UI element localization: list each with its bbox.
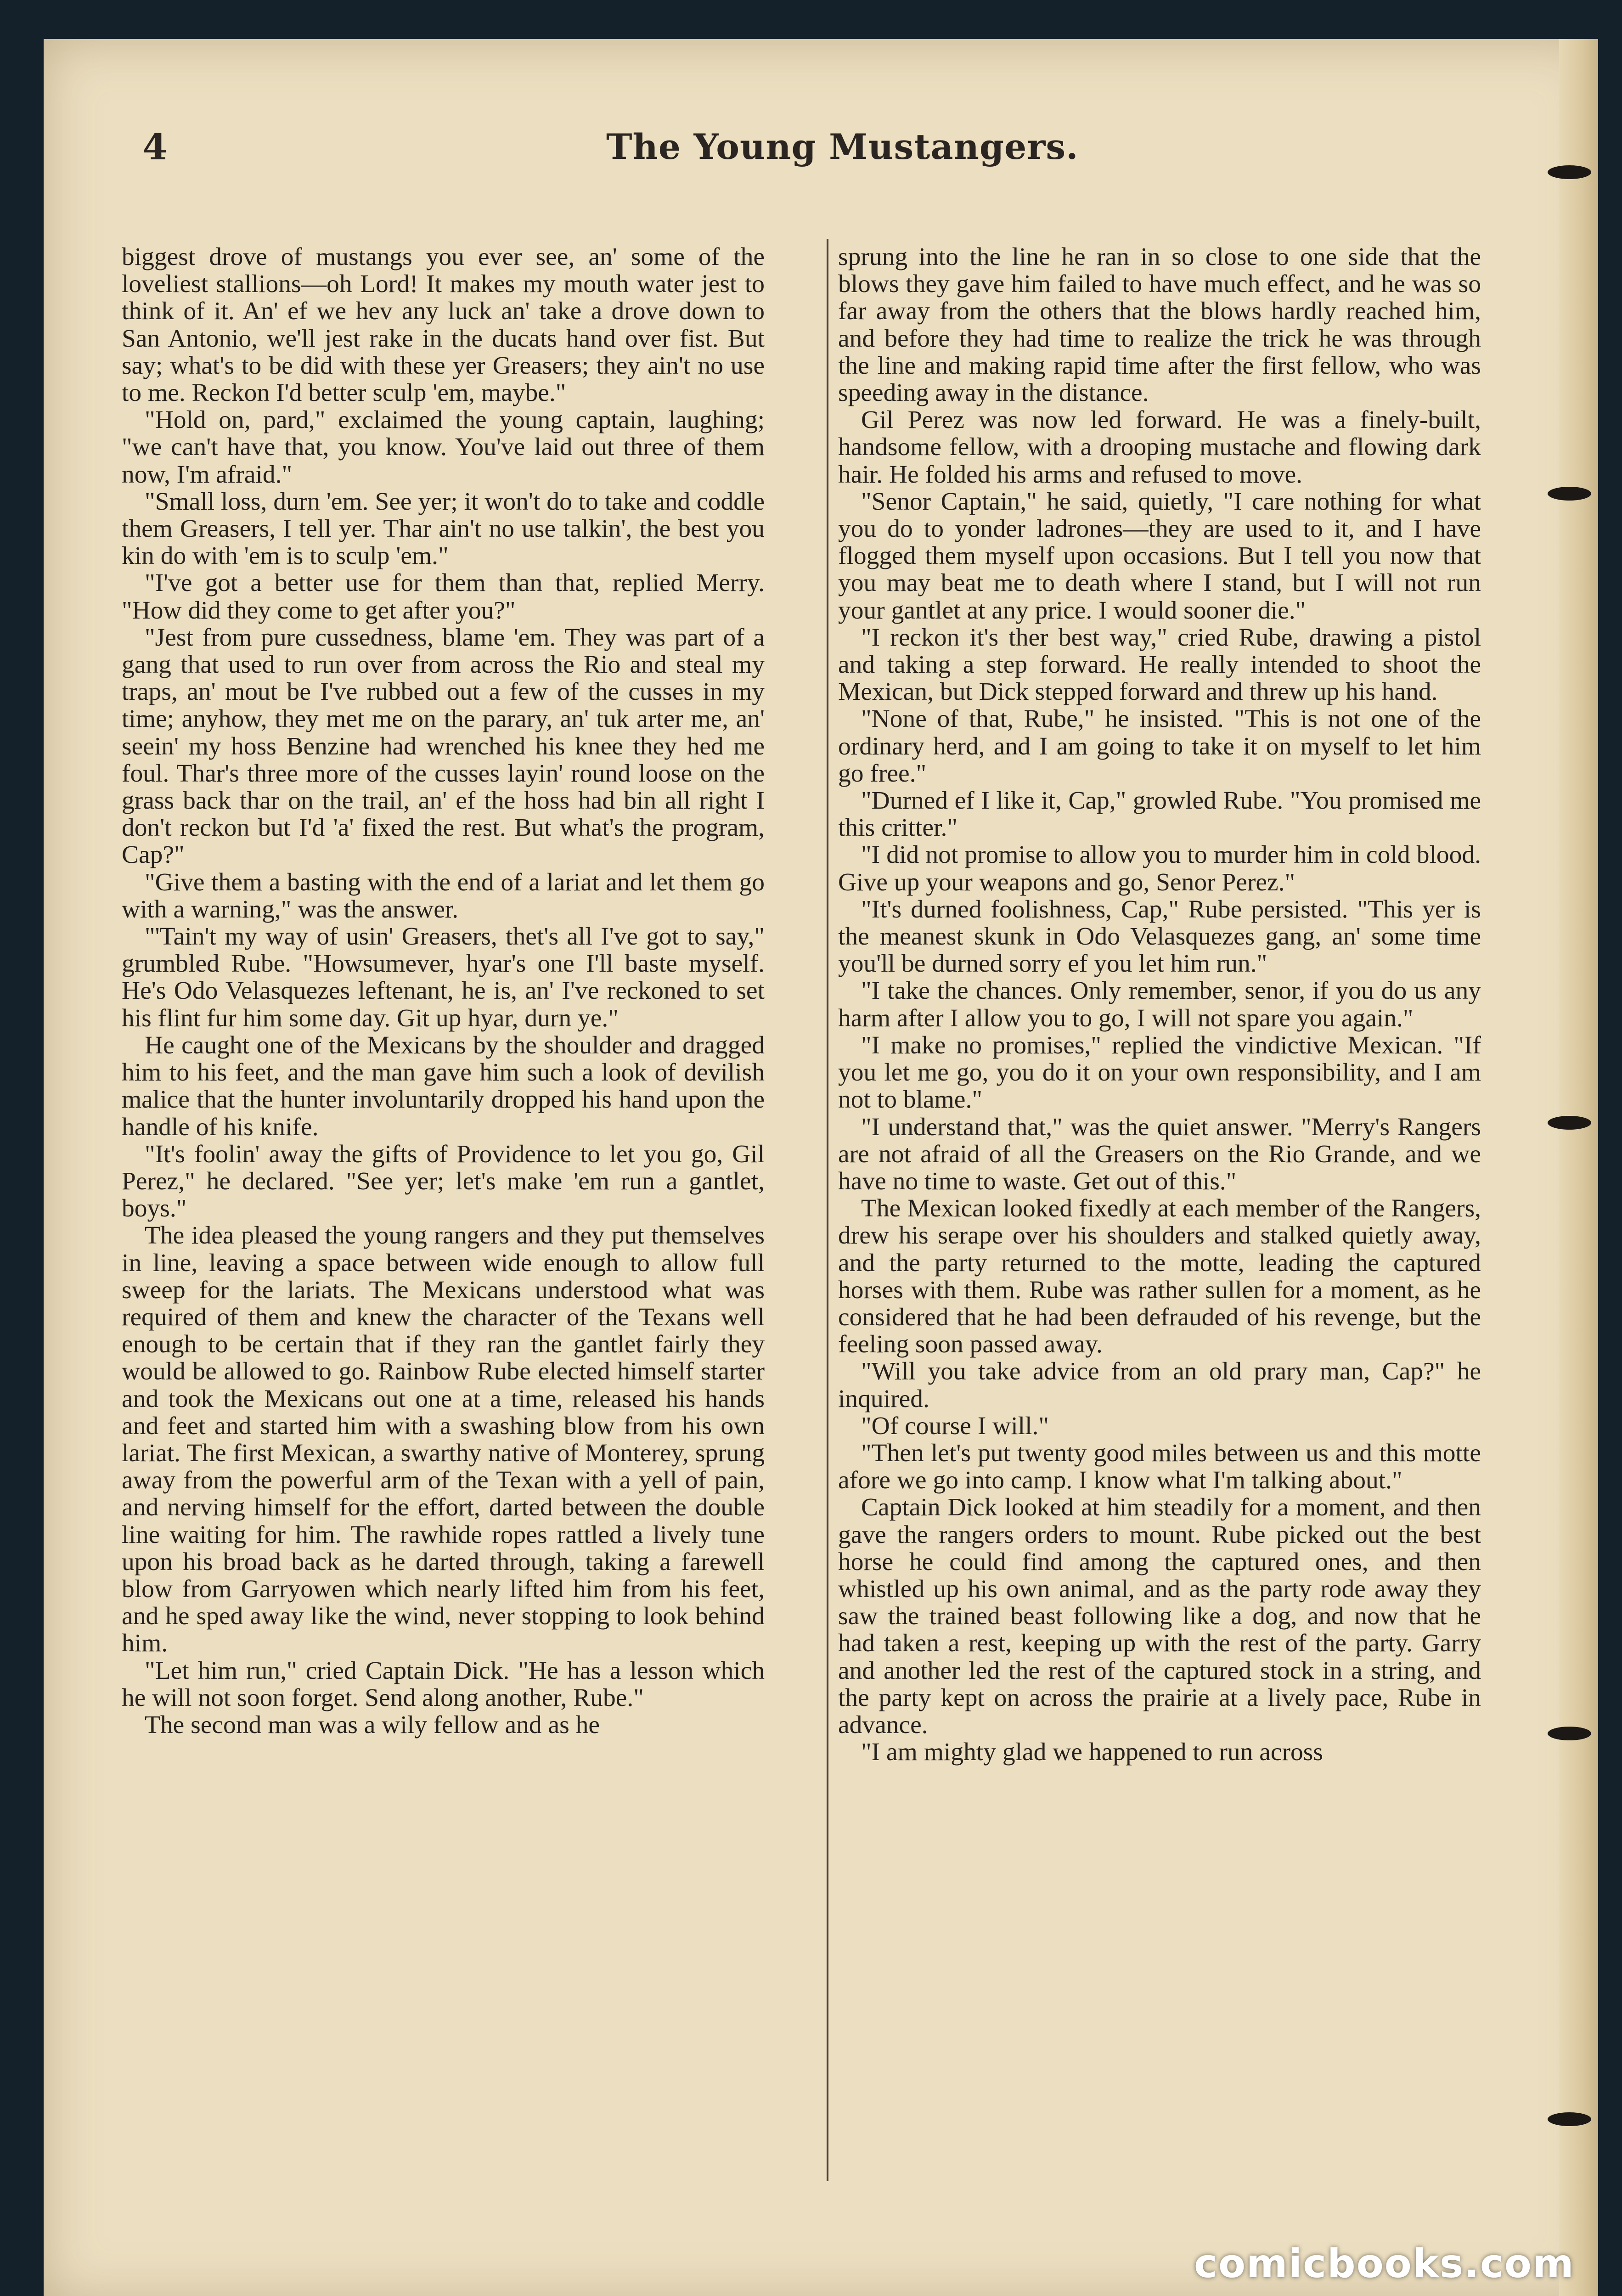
staple-mark (1548, 1727, 1591, 1740)
paragraph: "I take the chances. Only remember, senor, if you do us any harm after I allow you to go, I will not spare you again." (838, 977, 1481, 1032)
paragraph: The second man was a wily fellow and as he (145, 1711, 600, 1739)
staple-mark (1548, 165, 1591, 179)
paragraph: "Durned ef I like it, Cap," growled Rube. "You promised me this critter." (838, 787, 1481, 842)
paragraph: "It's durned foolishness, Cap," Rube persisted. "This yer is the meanest skunk in Odo Velasquezes gang, an' some time you'll be durned sorry ef you let him run." (838, 895, 1481, 978)
paragraph: "I did not promise to allow you to murder him in cold blood. Give up your weapons and go, Senor Perez." (838, 841, 1481, 896)
column-divider (827, 239, 828, 2181)
text-column-left (122, 243, 765, 2200)
page-spine-edge (1559, 39, 1598, 2296)
paragraph: "Let him run," cried Captain Dick. "He has a lesson which he will not soon forget. Send along another, Rube." (122, 1656, 765, 1712)
page-number: 4 (142, 126, 168, 168)
paragraph: "Hold on, pard," exclaimed the young captain, laughing; "we can't have that, you know. You've laid out three of them now, I'm afraid." (122, 406, 765, 489)
staple-mark (1548, 2112, 1591, 2126)
staple-mark (1548, 487, 1591, 501)
paragraph: "Will you take advice from an old prary man, Cap?" he inquired. (838, 1357, 1481, 1413)
paragraph: "Then let's put twenty good miles between us and this motte afore we go into camp. I know what I'm talking about." (838, 1439, 1481, 1495)
watermark-text: comicbooks.com (1194, 2241, 1575, 2287)
paragraph: Gil Perez was now led forward. He was a finely-built, handsome fellow, with a drooping mustache and flowing dark hair. He folded his arms and refused to move. (838, 406, 1481, 489)
paragraph: He caught one of the Mexicans by the shoulder and dragged him to his feet, and the man gave him such a look of devilish malice that the hunter involuntarily dropped his hand upon the handle of his knife. (122, 1031, 765, 1141)
paragraph: Captain Dick looked at him steadily for a moment, and then gave the rangers orders to mount. Rube picked out the best horse he could find among the captured ones, and then whistled up his own animal, and as the party rode away they saw the trained beast following like a dog, and now that he had taken a rest, keeping up with the rest of the party. Garry and another led the rest of the captured stock in a string, and the party kept on across the prairie at a lively pace, Rube in advance. (838, 1493, 1481, 1739)
staple-mark (1548, 1116, 1591, 1130)
paragraph: "I reckon it's ther best way," cried Rube, drawing a pistol and taking a step forward. He really intended to shoot the Mexican, but Dick stepped forward and threw up his hand. (838, 623, 1481, 706)
paragraph: The Mexican looked fixedly at each member of the Rangers, drew his serape over his shoulders and stalked quietly away, and the party returned to the motte, leading the captured horses with them. Rube was rather sullen for a moment, as he considered that he had been defrauded of his revenge, but the feeling soon passed away. (838, 1194, 1481, 1359)
paragraph: "Of course I will." (861, 1412, 1049, 1440)
text-column-right (838, 243, 1481, 2200)
paragraph: "It's foolin' away the gifts of Providence to let you go, Gil Perez," he declared. "See yer; let's make 'em run a gantlet, boys." (122, 1140, 765, 1223)
paragraph: "Small loss, durn 'em. See yer; it won't do to take and coddle them Greasers, I tell yer. Thar ain't no use talkin', the best you kin do with 'em is to sculp 'em." (122, 487, 765, 570)
paragraph: "'Tain't my way of usin' Greasers, thet's all I've got to say," grumbled Rube. "Howsumever, hyar's one I'll baste myself. He's Odo Velasquezes leftenant, he is, an' I've reckoned to set his flint fur him some day. Git up hyar, durn ye." (122, 923, 765, 1032)
paragraph: "Senor Captain," he said, quietly, "I care nothing for what you do to yonder ladrones—they are used to it, and I have flogged them myself upon occasions. But I tell you now that you may beat me to death where I stand, but I will not run your gantlet at any price. I would sooner die." (838, 487, 1481, 625)
paragraph: "Jest from pure cussedness, blame 'em. They was part of a gang that used to run over from across the Rio and steal my traps, an' mout be I've rubbed out a few of the cusses in my time; anyhow, they met me on the parary, an' tuk arter me, an' seein' my hoss Benzine had wrenched his knee they hed me foul. Thar's three more of the cusses layin' round loose on the grass back thar on the trail, an' ef the hoss had bin all right I don't reckon but I'd 'a' fixed the rest. But what's the program, Cap?" (122, 623, 765, 869)
paragraph: "Give them a basting with the end of a lariat and let them go with a warning," was the answer. (122, 868, 765, 923)
paragraph: "I understand that," was the quiet answer. "Merry's Rangers are not afraid of all the Greasers on the Rio Grande, and we have no time to waste. Get out of this." (838, 1113, 1481, 1195)
paragraph: "None of that, Rube," he insisted. "This is not one of the ordinary herd, and I am going to take it on myself to let him go free." (838, 705, 1481, 788)
running-title: The Young Mustangers. (606, 126, 1079, 167)
paragraph: "I make no promises," replied the vindictive Mexican. "If you let me go, you do it on your own responsibility, and I am not to blame." (838, 1031, 1481, 1114)
paragraph: "I am mighty glad we happened to run across (861, 1738, 1323, 1767)
paragraph: biggest drove of mustangs you ever see, an' some of the loveliest stallions—oh Lord! It makes my mouth water jest to think of it. An' ef we hev any luck an' take a drove down to San Antonio, we'll jest rake in the ducats hand over fist. But say; what's to be did with these yer Greasers; they ain't no use to me. Reckon I'd better sculp 'em, maybe." (122, 243, 765, 407)
paragraph: The idea pleased the young rangers and they put themselves in line, leaving a space between wide enough to allow full sweep for the lariats. The Mexicans understood what was required of them and knew the character of the Texans well enough to be certain that if they ran the gantlet fairly they would be allowed to go. Rainbow Rube elected himself starter and took the Mexicans out one at a time, released his hands and feet and started him with a swashing blow from his own lariat. The first Mexican, a swarthy native of Monterey, sprung away from the powerful arm of the Texan with a yell of pain, and nerving himself for the effort, darted between the double line waiting for him. The rawhide ropes rattled a lively tune upon his broad back as he darted through, taking a farewell blow from Garryowen which nearly lifted him from his feet, and he sped away like the wind, never stopping to look behind him. (122, 1221, 765, 1658)
paragraph: "I've got a better use for them than that, replied Merry. "How did they come to get after you?" (122, 569, 765, 625)
paragraph: sprung into the line he ran in so close to one side that the blows they gave him failed to have much effect, and he was so far away from the others that the blows hardly reached him, and before they had time to realize the trick he was through the line and making rapid time after the first fellow, who was speeding away in the distance. (838, 243, 1481, 407)
